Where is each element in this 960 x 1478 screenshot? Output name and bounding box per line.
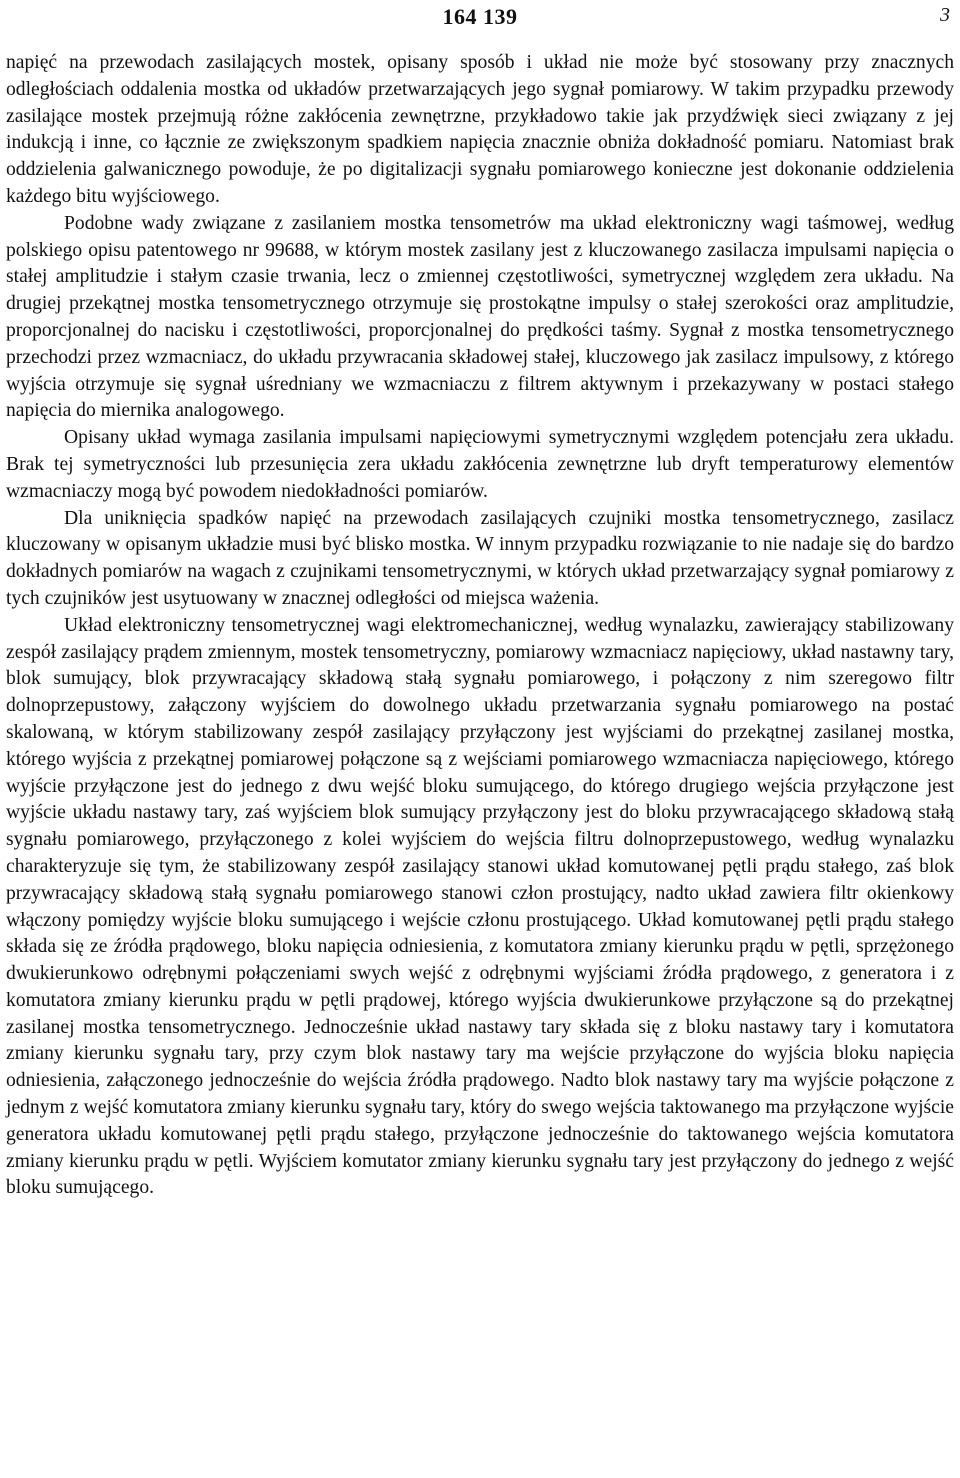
paragraph-3: Opisany układ wymaga zasilania impulsami napięciowymi symetrycznymi względem potencjału zera układu. Brak tej symetryczności lub przesunięcia zera układu zakłócenia zewnętrzne lub dryft temperaturowy elementów wzmacniaczy mogą być powodem niedokładności pomiarów. — [6, 427, 954, 502]
page-number: 3 — [940, 4, 950, 26]
paragraph-4: Dla uniknięcia spadków napięć na przewodach zasilających czujniki mostka tensometrycznego, zasilacz kluczowany w opisanym układzie musi być blisko mostka. W innym przypadku rozwiązanie to nie nadaje się do bardzo dokładnych pomiarów na wagach z czujnikami tensometrycznymi, w których układ przetwarzający sygnał pomiarowy z tych czujników jest usytuowany w znacznej odległości od miejsca ważenia. — [6, 507, 954, 609]
paragraph-5: Układ elektroniczny tensometrycznej wagi elektromechanicznej, według wynalazku, zawierający stabilizowany zespół zasilający prądem zmiennym, mostek tensometryczny, pomiarowy wzmacniacz napięciowy, układ nastawny tary, blok sumujący, blok przywracający składową stałą sygnału pomiarowego, i połączony z nim szeregowo filtr dolnoprzepustowy, załączony wyjściem do dowolnego układu przetwarzania sygnału pomiarowego na postać skalowaną, w którym stabilizowany zespół zasilający przyłączony jest wyjściami do przekątnej zasilanej mostka, którego wyjścia z przekątnej pomiarowej połączone są z wejściami pomiarowego wzmacniacza napięciowego, którego wyjście przyłączone jest do jednego z dwu wejść bloku sumującego, do którego drugiego wejścia przyłączone jest wyjście układu nastawy tary, zaś wyjściem blok sumujący przyłączony jest do bloku przywracającego składową stałą sygnału pomiarowego, przyłączonego z kolei wyjściem do wejścia filtru dolnoprzepustowego, według wynalazku charakteryzuje się tym, że stabilizowany zespół zasilający stanowi układ komutowanej pętli prądu stałego, zaś blok przywracający składową stałą sygnału pomiarowego stanowi człon prostujący, nadto układ zawiera filtr okienkowy włączony pomiędzy wyjście bloku sumującego i wejście członu prostującego. Układ komutowanej pętli prądu stałego składa się ze źródła prądowego, bloku napięcia odniesienia, z komutatora zmiany kierunku prądu w pętli, sprzężonego dwukierunkowo odrębnymi połączeniami swych wejść z odrębnymi wyjściami źródła prądowego, z generatora i z komutatora zmiany kierunku prądu w pętli prądowej, którego wyjścia dwukierunkowe przyłączone są do przekątnej zasilanej mostka tensometrycznego. Jednocześnie układ nastawy tary składa się z bloku nastawy tary i komutatora zmiany kierunku sygnału tary, przy czym blok nastawy tary ma wejście przyłączone do wyjścia bloku napięcia odniesienia, załączonego jednocześnie do wejścia źródła prądowego. Nadto blok nastawy tary ma wyjście połączone z jednym z wejść komutatora zmiany kierunku sygnału tary, który do swego wejścia taktowanego ma przyłączone wyjście generatora układu komutowanej pętli prądu stałego, przyłączone jednocześnie do taktowanego wejścia komutatora zmiany kierunku prądu w pętli. Wyjściem komutator zmiany kierunku sygnału tary jest przyłączony do jednego z wejść bloku sumującego. — [6, 614, 954, 1199]
paragraph-2: Podobne wady związane z zasilaniem mostka tensometrów ma układ elektroniczny wagi taśmowej, według polskiego opisu patentowego nr 99688, w którym mostek zasilany jest z kluczowanego zasilacza impulsami napięcia o stałej amplitudzie i stałym czasie trwania, lecz o zmiennej częstotliwości, symetrycznej względem zera układu. Na drugiej przekątnej mostka tensometrycznego otrzymuje się prostokątne impulsy o stałej szerokości oraz amplitudzie, proporcjonalnej do nacisku i częstotliwości, proporcjonalnej do prędkości taśmy. Sygnał z mostka tensometrycznego przechodzi przez wzmacniacz, do układu przywracania składowej stałej, kluczowego jak zasilacz impulsowy, z którego wyjścia otrzymuje się sygnał uśredniany we wzmacniaczu z filtrem aktywnym i przekazywany w postaci stałego napięcia do miernika analogowego. — [6, 212, 954, 422]
paragraph-1: napięć na przewodach zasilających mostek, opisany sposób i układ nie może być stosowany przy znacznych odległościach oddalenia mostka od układów przetwarzających jego sygnał pomiarowy. W takim przypadku przewody zasilające mostek przejmują różne zakłócenia zewnętrzne, przykładowo takie jak przydźwięk sieci związany z jej indukcją i inne, co łącznie ze zwiększonym spadkiem napięcia znacznie obniża dokładność pomiaru. Natomiast brak oddzielenia galwanicznego powoduje, że po digitalizacji sygnału pomiarowego konieczne jest dokonanie oddzielenia każdego bitu wyjściowego. — [6, 52, 954, 207]
page-header — [6, 0, 954, 42]
body-text — [6, 50, 954, 1202]
patent-number: 164 139 — [442, 4, 518, 29]
